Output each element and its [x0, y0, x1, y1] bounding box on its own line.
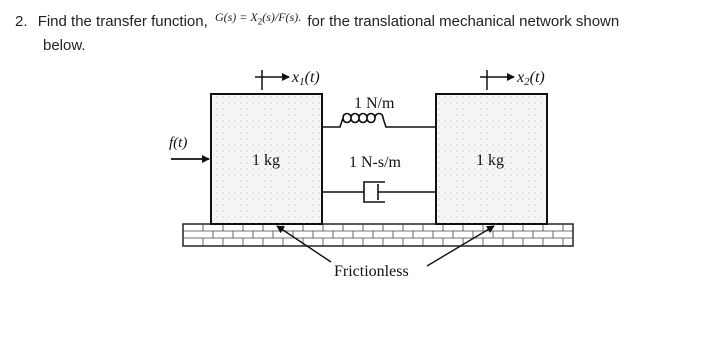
eq-rest: (s)/F(s). — [262, 10, 302, 24]
x1-displacement-arrow — [255, 70, 289, 90]
x2-displacement-arrow — [480, 70, 514, 90]
question-number: 2. — [15, 13, 28, 30]
eq-g: G — [214, 10, 224, 24]
eq-sub2: 2 — [257, 16, 263, 27]
x2-arg: (t) — [529, 69, 545, 86]
force-label: f(t) — [169, 135, 188, 151]
frictionless-label: Frictionless — [334, 263, 409, 280]
damper-label: 1 N-s/m — [349, 154, 401, 171]
x1-label — [291, 69, 320, 88]
spring-label: 1 N/m — [354, 95, 395, 112]
mass-1-label: 1 kg — [252, 152, 280, 169]
mass-2-label: 1 kg — [476, 152, 504, 169]
x2-label — [516, 69, 545, 88]
x1-arg: (t) — [304, 69, 320, 86]
x1-sub: 1 — [299, 76, 305, 88]
x2-sub: 2 — [524, 76, 530, 88]
question-text-before: Find the transfer function, — [37, 13, 208, 30]
x2-var: x — [517, 69, 525, 86]
question-line-2: below. — [43, 37, 86, 54]
spring-element — [322, 114, 436, 128]
ground-base — [183, 224, 573, 246]
question-text-after: for the translational mechanical network shown — [307, 13, 620, 30]
x1-var: x — [292, 69, 300, 86]
eq-mid: (s) = X — [223, 10, 258, 24]
damper-element — [322, 182, 436, 202]
